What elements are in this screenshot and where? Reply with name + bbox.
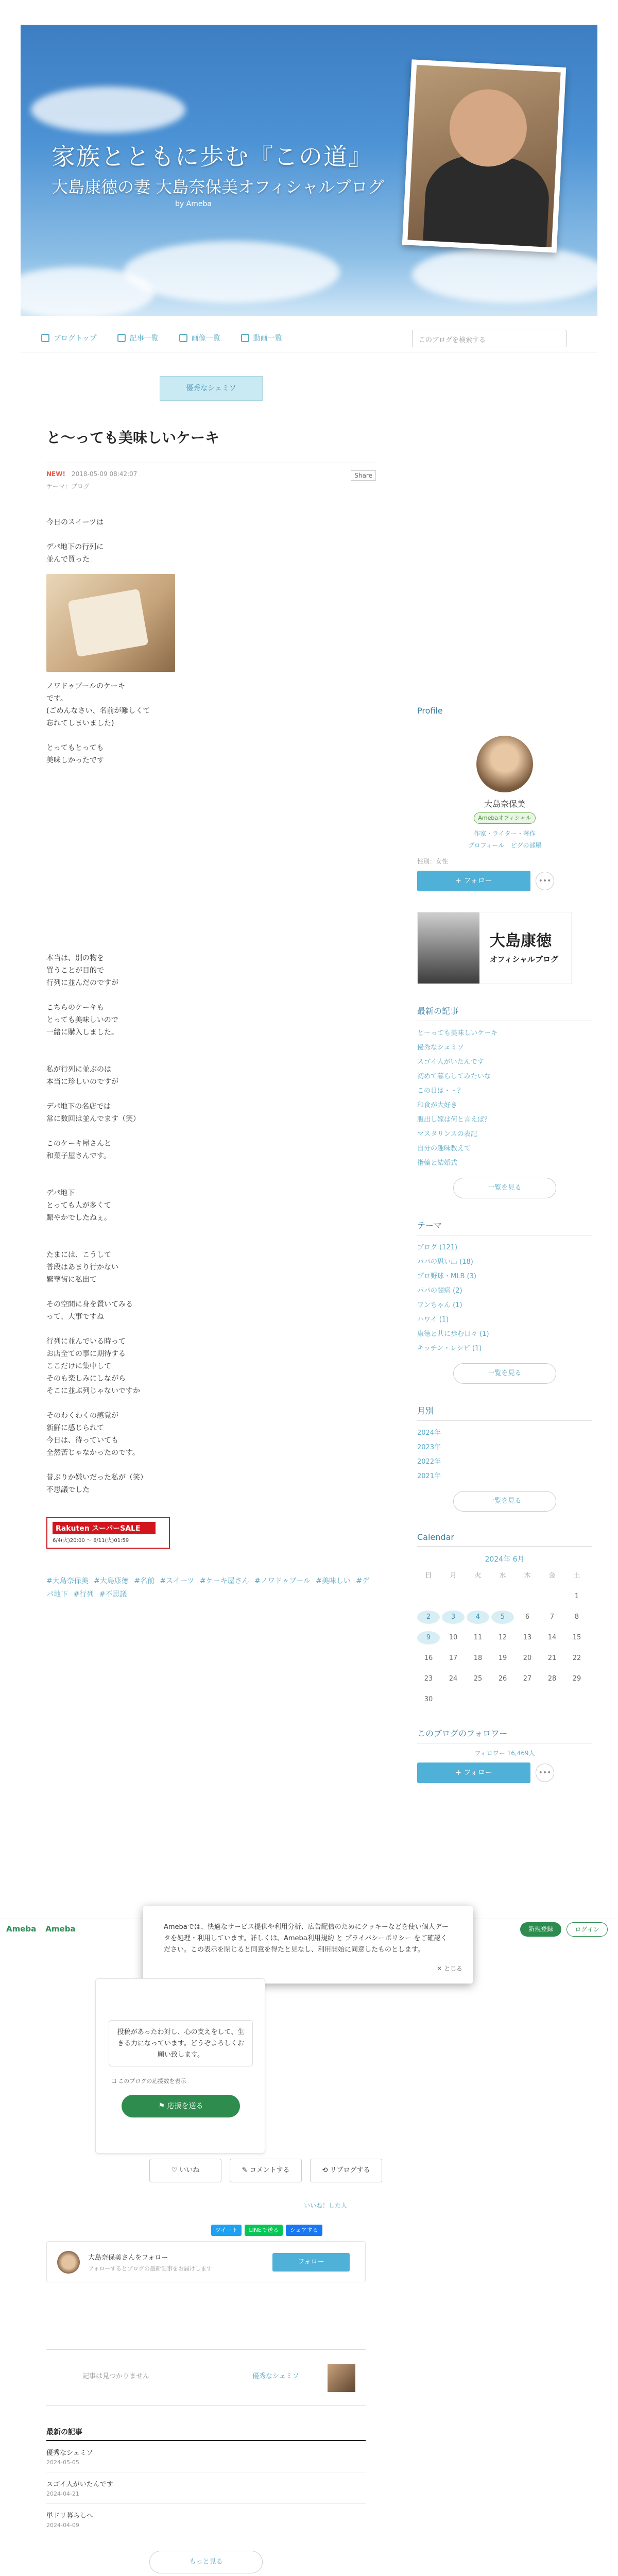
- theme-link[interactable]: 康徳と共に歩む日々 (1): [417, 1330, 489, 1338]
- body-line: ここだけに集中して: [46, 1362, 111, 1370]
- recent-entry-link[interactable]: マスタリンスの表記: [417, 1130, 477, 1138]
- home-icon: [41, 334, 49, 342]
- blog-header[interactable]: [21, 25, 597, 316]
- calendar-heading: Calendar: [417, 1532, 592, 1547]
- calendar-date[interactable]: 6: [525, 1613, 530, 1621]
- theme-more-button[interactable]: 一覧を見る: [453, 1363, 556, 1384]
- followers-heading: このブログのフォロワー: [417, 1727, 592, 1743]
- calendar-date[interactable]: 15: [572, 1634, 581, 1641]
- entry-link[interactable]: 単ドリ暮らしへ: [46, 2512, 94, 2520]
- body-line: 一緒に購入しました。: [46, 1028, 118, 1037]
- rakuten-sale-banner[interactable]: [46, 1517, 170, 1549]
- calendar-date[interactable]: 17: [449, 1654, 458, 1662]
- body-line: 本当は、別の物を: [46, 954, 104, 962]
- body-line: [46, 1459, 376, 1471]
- entry-link[interactable]: スゴイ人がいたんです: [46, 2481, 113, 2488]
- plus-icon: +: [455, 877, 464, 885]
- calendar-date[interactable]: 1: [574, 1592, 579, 1600]
- body-line: [46, 1224, 376, 1236]
- calendar-date: [491, 1590, 514, 1603]
- theme-link[interactable]: ハワイ (1): [417, 1316, 449, 1324]
- calendar-date[interactable]: 19: [498, 1654, 507, 1662]
- entry-pager: [46, 2349, 366, 2406]
- calendar-date[interactable]: 5: [491, 1611, 514, 1624]
- theme-link[interactable]: パパの闘病 (2): [417, 1287, 462, 1295]
- calendar-weekday: 土: [573, 1572, 580, 1580]
- body-line: 今日のスイーツは: [46, 518, 104, 527]
- calendar-weekday: 日: [425, 1572, 432, 1580]
- calendar-date[interactable]: 25: [473, 1675, 483, 1683]
- header-photo: [402, 59, 566, 252]
- calendar-date[interactable]: 14: [547, 1634, 557, 1641]
- calendar-date: [516, 1590, 539, 1603]
- follow-button-2[interactable]: [417, 1762, 530, 1783]
- calendar-date: [467, 1590, 489, 1603]
- calendar-date[interactable]: 24: [449, 1675, 458, 1683]
- body-line: 昔ぶりか嫌いだった私が（笑）: [46, 1473, 147, 1482]
- body-line: [46, 1039, 376, 1051]
- body-line: デパ地下: [46, 1189, 75, 1197]
- theme-link[interactable]: ブログ (121): [417, 1244, 458, 1251]
- body-line: 美味しかったです: [46, 756, 104, 765]
- recent-more-button[interactable]: 一覧を見る: [453, 1178, 556, 1198]
- nav-label: ブログトップ: [54, 334, 97, 343]
- nav-label: 画像一覧: [191, 334, 220, 343]
- next-entry-link[interactable]: 優秀なシェミソ: [252, 2372, 299, 2380]
- theme-link[interactable]: キッチン・レシピ (1): [417, 1345, 482, 1352]
- blog-title: 家族とともに歩む『この道』: [52, 143, 373, 171]
- archive-link[interactable]: 2021年: [417, 1472, 441, 1480]
- entry-theme[interactable]: テーマ：ブログ: [46, 483, 90, 490]
- recent-entry-link[interactable]: スゴイ人がいたんです: [417, 1058, 484, 1066]
- comment-label: コメントする: [249, 2166, 290, 2174]
- body-line: 不思議でした: [46, 1486, 90, 1494]
- body-line: [46, 529, 376, 541]
- reblog-button[interactable]: [310, 2159, 382, 2182]
- calendar-date[interactable]: 26: [498, 1675, 507, 1683]
- list-icon: [117, 334, 126, 342]
- entry-link[interactable]: 優秀なシェミソ: [46, 2449, 93, 2457]
- follow-label: フォロー: [464, 877, 492, 885]
- recent-entries-heading: 最新の記事: [46, 2427, 366, 2441]
- body-line: とっても人が多くて: [46, 1201, 111, 1210]
- profile-links[interactable]: プロフィール ピグの部屋: [468, 842, 542, 849]
- calendar-date[interactable]: 22: [572, 1654, 581, 1662]
- recent-more-button-2[interactable]: もっと見る: [149, 2551, 263, 2573]
- body-line: [46, 1162, 376, 1175]
- entry-date: 2018-05-09 08:42:07: [71, 470, 138, 478]
- hashtag-list[interactable]: #大島奈保美 #大島康徳 #名前 #スイーツ #ケーキ屋さん #ノワドゥブール #美味しい #デパ地下 #行列 #不思議: [46, 1577, 370, 1599]
- close-icon: ✕: [437, 1965, 444, 1972]
- archive-more-button[interactable]: 一覧を見る: [453, 1491, 556, 1512]
- line-share-button[interactable]: LINEで送る: [245, 2225, 283, 2236]
- body-line: お店全ての事に期待する: [46, 1350, 126, 1358]
- recent-entries: [46, 2427, 366, 2573]
- body-line: 私が行列に並ぶのは: [46, 1065, 111, 1074]
- comment-icon: ✎: [242, 2166, 250, 2174]
- body-line: って、大事ですね: [46, 1313, 104, 1321]
- calendar-date[interactable]: 20: [523, 1654, 532, 1662]
- body-line: ノワドゥブールのケーキ: [46, 682, 125, 690]
- body-line: です。: [46, 694, 67, 703]
- login-button[interactable]: ログイン: [566, 1922, 608, 1937]
- calendar-date[interactable]: 11: [473, 1634, 483, 1641]
- signup-button[interactable]: 新規登録: [520, 1922, 561, 1937]
- body-line: こちらのケーキも: [46, 1004, 104, 1012]
- body-line: たまには、こうして: [46, 1251, 111, 1259]
- recent-heading: 最新の記事: [417, 1005, 592, 1021]
- close-button[interactable]: [437, 1963, 462, 1974]
- archive-link[interactable]: 2023年: [417, 1444, 441, 1451]
- calendar-date[interactable]: 7: [550, 1613, 555, 1621]
- sidebar: [417, 706, 592, 1783]
- liked-users-link[interactable]: いいね！した人: [304, 2202, 348, 2209]
- calendar-date[interactable]: 2: [417, 1611, 440, 1624]
- cloud-decoration: [31, 87, 185, 133]
- calendar-date[interactable]: 18: [473, 1654, 483, 1662]
- profile-gender: 性別：女性: [417, 858, 449, 865]
- theme-link[interactable]: ワンちゃん (1): [417, 1301, 462, 1309]
- share-button[interactable]: Share: [351, 470, 376, 481]
- follow-prompt: [46, 2241, 366, 2282]
- calendar-date[interactable]: 12: [498, 1634, 507, 1641]
- comment-button[interactable]: [230, 2159, 302, 2182]
- banner-name: 大島康徳: [490, 932, 552, 950]
- calendar-date[interactable]: 30: [424, 1696, 433, 1703]
- list-item[interactable]: [46, 2472, 366, 2504]
- ameba-credit: by Ameba: [175, 200, 212, 208]
- sns-share-row: [211, 2225, 322, 2236]
- body-line: (ごめんなさい、名前が難しくて: [46, 707, 150, 715]
- tweet-button[interactable]: ツイート: [211, 2225, 242, 2236]
- blog-nav: [21, 324, 597, 352]
- recent-entry-link[interactable]: と〜っても美味しいケーキ: [417, 1029, 498, 1037]
- entry-date: 2024-05-05: [46, 2459, 79, 2466]
- banner-subtitle: オフィシャルブログ: [490, 955, 559, 964]
- body-line: 和菓子屋さんです。: [46, 1152, 111, 1160]
- main-column: [46, 361, 376, 1601]
- entry-date: 2024-04-09: [46, 2522, 79, 2529]
- calendar-date[interactable]: 9: [417, 1631, 440, 1645]
- archive-list: [417, 1426, 592, 1484]
- calendar-weekday: 木: [524, 1572, 531, 1580]
- body-line: そのも楽しみにしながら: [46, 1375, 126, 1383]
- body-line: 行列に並んだのですが: [46, 979, 118, 987]
- blog-subtitle: 大島康徳の妻 大島奈保美オフィシャルブログ: [52, 177, 385, 197]
- follow-button-3[interactable]: フォロー: [272, 2253, 350, 2272]
- body-line: その空間に身を置いてみる: [46, 1300, 133, 1309]
- calendar-weekday: 金: [548, 1572, 556, 1580]
- avatar: [57, 2251, 80, 2274]
- ameba-logo[interactable]: Ameba: [6, 1924, 37, 1934]
- support-box: [95, 1978, 265, 2154]
- reblog-icon: ⟲: [322, 2166, 330, 2174]
- cake-photo[interactable]: [46, 574, 175, 672]
- theme-list: [417, 1241, 592, 1356]
- nav-entry-list[interactable]: [117, 333, 159, 343]
- body-line: 今日は、待っていても: [46, 1436, 118, 1445]
- support-count-checkbox[interactable]: [111, 2077, 186, 2085]
- calendar-grid: [417, 1569, 592, 1706]
- archive-heading: 月別: [417, 1404, 592, 1421]
- entry-date: 2024-04-21: [46, 2490, 79, 2497]
- body-line: [46, 1323, 376, 1335]
- calendar-date: [541, 1590, 563, 1603]
- rakuten-title: Rakuten スーパーSALE: [53, 1522, 156, 1534]
- read-next-button[interactable]: 優秀なシェミソ: [160, 376, 263, 401]
- banner-photo: [418, 912, 479, 984]
- support-message: 投稿があったわ対し、心の支えをして、生きる力になっています。どうぞよろしくお願い致します。: [109, 2020, 253, 2066]
- archive-link[interactable]: 2024年: [417, 1429, 441, 1437]
- entry-body-continued: [46, 952, 376, 1496]
- calendar-date[interactable]: 4: [467, 1611, 489, 1624]
- body-line: とってもとっても: [46, 744, 104, 752]
- nav-blog-top[interactable]: [41, 333, 97, 343]
- calendar-date[interactable]: 23: [424, 1675, 433, 1683]
- body-line: そこに並ぶ列じゃないですか: [46, 1387, 140, 1395]
- image-icon: [179, 334, 187, 342]
- follow-prompt-sub: フォローするとブログの最新記事をお届けします: [88, 2265, 212, 2272]
- list-item[interactable]: [46, 2504, 366, 2535]
- recent-entry-link[interactable]: 初めて暮らしてみたいな: [417, 1073, 491, 1080]
- cookie-consent-dialog: [143, 1906, 473, 1984]
- like-label: いいね: [179, 2166, 200, 2174]
- calendar-weekday: 火: [474, 1572, 482, 1580]
- follow-label: フォロー: [464, 1769, 492, 1777]
- nav-label: 記事一覧: [129, 334, 159, 343]
- rakuten-dates: 6/4(火)20:00 〜 6/11(火)01:59: [53, 1538, 129, 1544]
- checkbox-label: このブログの応援数を表示: [118, 2078, 186, 2084]
- calendar-date[interactable]: 3: [442, 1611, 465, 1624]
- body-line: [46, 1051, 376, 1063]
- cloud-decoration: [412, 246, 597, 303]
- follow-prompt-title: 大島奈保美さんをフォロー: [88, 2254, 168, 2262]
- more-options-icon[interactable]: •••: [536, 1764, 554, 1782]
- body-line: [46, 1125, 376, 1138]
- body-line: [46, 1397, 376, 1410]
- body-line: そのわくわくの感覚が: [46, 1412, 118, 1420]
- list-item[interactable]: [46, 2441, 366, 2472]
- calendar-date[interactable]: 10: [449, 1634, 458, 1641]
- body-line: 賑やかでしたねぇ。: [46, 1214, 111, 1222]
- husband-blog-banner[interactable]: [417, 912, 572, 984]
- body-line: [46, 730, 376, 742]
- heart-icon: ♡: [171, 2166, 180, 2174]
- theme-heading: テーマ: [417, 1219, 592, 1235]
- body-line: [46, 1236, 376, 1249]
- calendar-date[interactable]: 8: [574, 1613, 579, 1621]
- calendar-date[interactable]: 16: [424, 1654, 433, 1662]
- body-line: 本当に珍しいのですが: [46, 1078, 118, 1086]
- reblog-label: リブログする: [330, 2166, 370, 2174]
- consent-text: Amebaでは、快適なサービス提供や利用分析、広告配信のためにクッキーなどを使い個人データを処理・利用しています。詳しくは、Ameba利用規約 と プライバシーポリシー をご確認ください。この表示を閉じると同意を得たと見なし、利用開始に同意したものとします。: [164, 1923, 449, 1954]
- calendar-date[interactable]: 21: [547, 1654, 557, 1662]
- recent-entry-link[interactable]: 優秀なシェミソ: [417, 1044, 464, 1052]
- calendar-weekday: 水: [499, 1572, 506, 1580]
- calendar-date[interactable]: 29: [572, 1675, 581, 1683]
- more-options-icon[interactable]: •••: [536, 872, 554, 890]
- archive-link[interactable]: 2022年: [417, 1458, 441, 1466]
- entry-title: と〜っても美味しいケーキ: [46, 429, 220, 446]
- like-button[interactable]: [149, 2159, 221, 2182]
- checkbox-icon: ☐: [111, 2078, 118, 2084]
- cloud-decoration: [124, 241, 340, 303]
- profile-name[interactable]: 大島奈保美: [484, 799, 525, 809]
- body-line: このケーキ屋さんと: [46, 1140, 111, 1148]
- theme-link[interactable]: プロ野球・MLB (3): [417, 1273, 476, 1280]
- ameba-logo-2[interactable]: Ameba: [45, 1924, 76, 1934]
- recent-entry-link[interactable]: 腹出し嫁は何と言えば？: [417, 1116, 491, 1124]
- recent-entry-link[interactable]: 指輪と結婚式: [417, 1159, 458, 1167]
- facebook-share-button[interactable]: シェアする: [286, 2225, 322, 2236]
- nav-image-list[interactable]: [179, 333, 220, 343]
- next-entry-thumbnail[interactable]: [328, 2364, 355, 2392]
- send-support-button[interactable]: [122, 2095, 240, 2117]
- close-label: とじる: [443, 1965, 462, 1972]
- reaction-row: [149, 2159, 382, 2182]
- recent-entry-link[interactable]: この日は・・？: [417, 1087, 465, 1095]
- body-line: [46, 1175, 376, 1187]
- calendar-date[interactable]: 13: [523, 1634, 532, 1641]
- nav-label: 動画一覧: [253, 334, 282, 343]
- entry-meta: [46, 463, 376, 478]
- body-line: 普段はあまり行かない: [46, 1263, 118, 1272]
- calendar-month[interactable]: 2024年 6月: [485, 1555, 525, 1564]
- profile-job[interactable]: 作家・ライター・著作: [474, 830, 536, 837]
- official-badge: Amebaオフィシャル: [474, 812, 536, 824]
- body-line: とっても美味しいので: [46, 1016, 118, 1024]
- follower-count[interactable]: フォロワー 16,469人: [474, 1750, 535, 1757]
- calendar-date[interactable]: 28: [547, 1675, 557, 1683]
- prev-entry-label: 記事は見つかりません: [82, 2372, 150, 2380]
- video-icon: [241, 334, 249, 342]
- body-line: [46, 1088, 376, 1100]
- blog-search-input[interactable]: このブログを検索する: [412, 330, 566, 347]
- follow-button[interactable]: [417, 871, 530, 891]
- calendar-date[interactable]: 27: [523, 1675, 532, 1683]
- calendar-date: [442, 1590, 465, 1603]
- recent-entry-link[interactable]: 自分の趣味教えて: [417, 1145, 471, 1153]
- body-line: 常に数回は並んでます（笑）: [46, 1115, 140, 1123]
- plus-icon: +: [455, 1769, 464, 1777]
- recent-list: [417, 1026, 592, 1171]
- body-line: 行列に並んでいる時って: [46, 1337, 126, 1346]
- calendar-date: [417, 1590, 440, 1603]
- body-line: [46, 989, 376, 1002]
- theme-link[interactable]: パパの思い出 (18): [417, 1258, 473, 1266]
- entry-body: [46, 516, 376, 767]
- new-badge: NEW!: [46, 470, 65, 478]
- recent-entry-link[interactable]: 和食が大好き: [417, 1101, 458, 1109]
- send-support-label: 応援を送る: [167, 2102, 203, 2110]
- body-line: 新鮮に感じられて: [46, 1424, 104, 1432]
- body-line: 買うことが目的で: [46, 967, 104, 975]
- body-line: 忘れてしまいました): [46, 719, 114, 727]
- body-line: デパ地下の行列に: [46, 543, 104, 551]
- nav-video-list[interactable]: [241, 333, 282, 343]
- avatar[interactable]: [476, 736, 533, 792]
- body-line: デパ地下の名店では: [46, 1103, 111, 1111]
- body-line: 繁華街に私出て: [46, 1276, 97, 1284]
- calendar-weekday: 月: [450, 1572, 457, 1580]
- flag-icon: ⚑: [158, 2102, 167, 2110]
- body-line: 全然苦じゃなかったのです。: [46, 1449, 140, 1457]
- body-line: 並んで買った: [46, 555, 90, 564]
- body-line: [46, 1286, 376, 1298]
- profile-heading: Profile: [417, 706, 592, 720]
